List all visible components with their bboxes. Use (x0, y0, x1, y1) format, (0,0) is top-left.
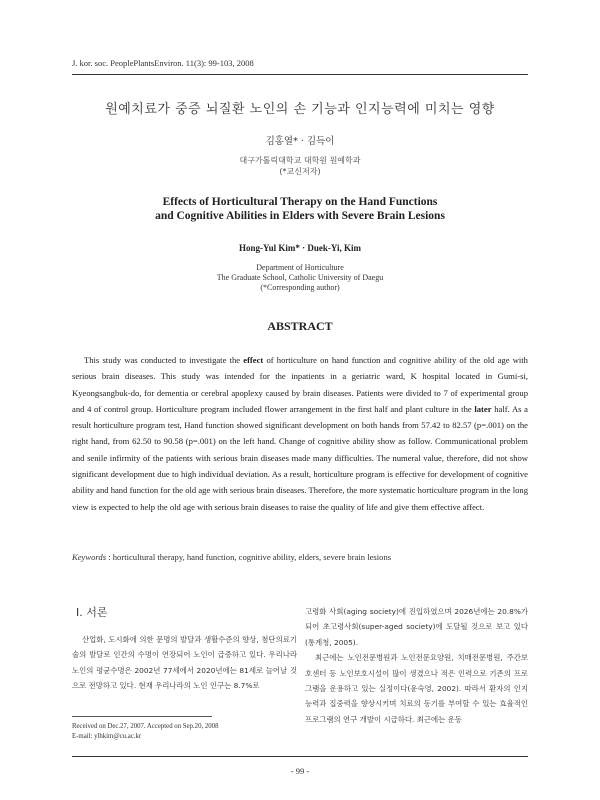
keywords (72, 552, 528, 562)
korean-authors: 김홍열* · 김득이 (265, 136, 335, 147)
english-title-line: Effects of Horticultural Therapy on the Hand Functions (162, 196, 438, 208)
intro-paragraph-continued: 고령화 사회(aging society)에 진입하였으며 2026년에는 20.8%가 되어 초고령사회(super-aged society)에 도달될 것으로 보고 있다(통계청, 2005). (305, 607, 528, 647)
intro-paragraph: 산업화, 도시화에 의한 문명의 발달과 생활수준의 향상, 첨단의료기술의 발달로 인간의 수명이 연장되어 노인이 급증하고 있다. 우리나라 노인의 평균수명은 2002년 77세에서 2020년에는 81세로 늘어날 것으로 전망하고 있다. 현재 우리나라의 노인 인구는 8.7%로 (72, 635, 297, 691)
keywords-label: Keywords (72, 552, 107, 562)
abstract-heading: ABSTRACT (267, 319, 333, 333)
intro-paragraph: 최근에는 노인전문병원과 노인전문요양원, 치매전문병원, 주간보호센터 등 노인보호시설이 많이 생겼으나 적은 인력으로 기존의 프로그램을 운용하고 있는 실정이다(윤숙영, 2002). 따라서 환자의 인지능력과 집중력을 향상시키며 치료의 동기를 부여할 수 있는 효율적인 프로그램의 연구 개발이 시급하다. 최근에는 운동 (305, 653, 528, 724)
korean-affiliation-note: (*교신저자) (279, 167, 321, 176)
english-affiliation (0, 263, 600, 293)
abstract-body (72, 352, 528, 515)
english-title-line: and Cognitive Abilities in Elders with Severe Brain Lesions (155, 210, 445, 222)
right-column (305, 604, 528, 727)
english-title (0, 195, 600, 223)
affiliation-note: (*Corresponding author) (260, 283, 340, 292)
abstract-text: of horticulture on hand function and cognitive ability of the old age with serious brain diseases. This study was intended for the inpatients in a geriatric ward, K hospital located in Gumi-si, Kyeongsangbuk-do, for dementia or cerebral apoplexy caused by brain diseases. Patients were divided to 7 of experimental group and 4 of control group. Horticulture program included flower arrangement in the first half and plant culture in the (72, 355, 528, 414)
abstract-text: half. As a result horticulture program test, Hand function showed significant development on both hands from 57.42 to 82.57 (p=.001) on the right hand, from 62.50 to 90.58 (p=.001) on the left hand. Change of cognitive ability show as follow. Communicational problem and senile infirmity of the patients with serious brain diseases made many difficulties. The numeral value, therefore, did not show significant development due to high individual deviation. As a result, horticulture program is effective for development of cognitive ability and hand function for the old age with serious brain diseases. Therefore, the more systematic horticulture program in the long view is expected to help the old age with serious brain diseases to raise the quality of life and give them effective affect. (72, 403, 528, 512)
abstract-emphasis: effect (243, 355, 264, 365)
affiliation-department: Department of Horticulture (256, 263, 344, 272)
received-date: Received on Dec.27, 2007. Accepted on Sep.20, 2008 (72, 723, 219, 730)
footnote-rule (72, 716, 212, 717)
journal-reference: J. kor. soc. PeoplePlantsEnviron. 11(3): 99-103, 2008 (72, 58, 254, 68)
left-column (72, 632, 297, 694)
english-authors: Hong-Yul Kim* · Duek-Yi, Kim (238, 243, 362, 253)
footer-rule (72, 756, 528, 757)
abstract-emphasis: later (474, 403, 492, 414)
header-rule (72, 74, 528, 75)
korean-title: 원예치료가 중증 뇌질환 노인의 손 기능과 인지능력에 미치는 영향 (105, 102, 495, 117)
footnotes (72, 722, 218, 742)
korean-affiliation-line: 대구가톨릭대학교 대학원 원예학과 (239, 156, 361, 165)
section-heading-introduction: Ⅰ. 서론 (76, 606, 108, 619)
page-number: - 99 - (290, 766, 310, 776)
abstract-text: This study was conducted to investigate the (84, 355, 244, 365)
keywords-text: : horticultural therapy, hand function, cognitive ability, elders, severe brain lesions (106, 552, 392, 562)
author-email: E-mail: ylhkim@cu.ac.kr (72, 733, 142, 740)
affiliation-school: The Graduate School, Catholic University of Daegu (216, 273, 384, 282)
korean-affiliation (0, 155, 600, 177)
